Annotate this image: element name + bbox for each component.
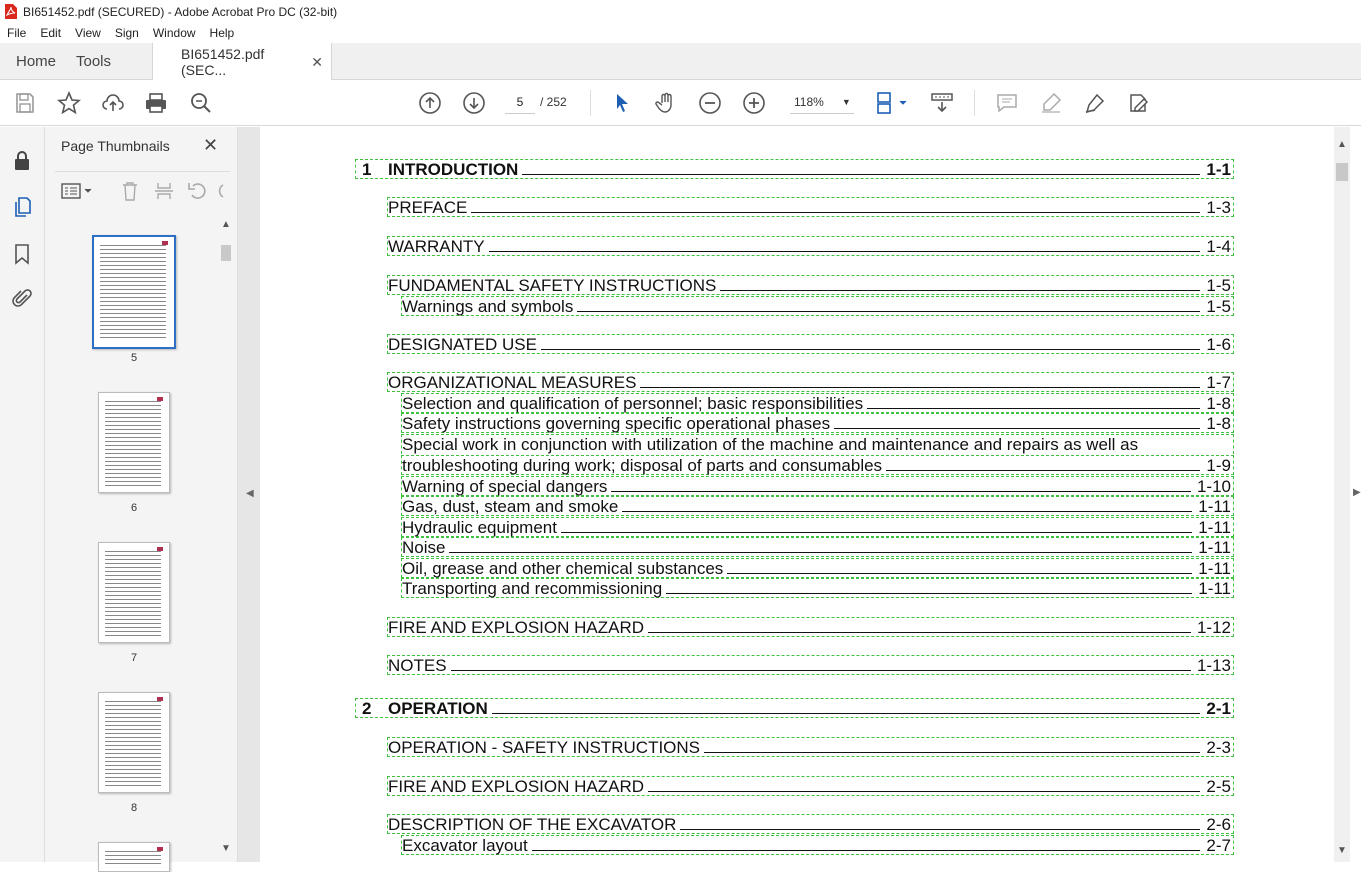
toc-title: Warning of special dangers: [402, 477, 608, 496]
zoom-level-value: 118%: [794, 94, 824, 109]
toc-entry[interactable]: [401, 434, 1234, 454]
chapter-number: 1: [362, 160, 372, 179]
toc-page: 1-1: [1206, 160, 1231, 179]
delete-page-icon[interactable]: [119, 180, 141, 202]
leader-line: [648, 777, 1200, 792]
scrollbar-thumb[interactable]: [1336, 163, 1348, 181]
toc-entry[interactable]: [401, 296, 1234, 316]
menu-file[interactable]: File: [7, 26, 27, 40]
page-thumbnails-icon[interactable]: [10, 195, 34, 219]
thumbnail-page[interactable]: [98, 392, 170, 493]
thumbnail-label: 7: [130, 652, 138, 664]
toc-title: Gas, dust, steam and smoke: [402, 497, 619, 516]
attachments-icon[interactable]: [10, 287, 34, 311]
toc-title: Special work in conjunction with utilization of the machine and maintenance and repairs as well as: [402, 435, 1139, 454]
window-title: BI651452.pdf (SECURED) - Adobe Acrobat Pro DC (32-bit): [23, 4, 338, 19]
toc-entry[interactable]: [401, 558, 1234, 578]
leader-line: [666, 579, 1192, 594]
leader-line: [704, 738, 1200, 753]
bookmarks-icon[interactable]: [10, 242, 34, 266]
collapse-panel-icon[interactable]: ◀: [246, 488, 254, 499]
leader-line: [834, 414, 1200, 429]
tab-home[interactable]: Home: [16, 53, 57, 70]
toc-title: ORGANIZATIONAL MEASURES: [388, 373, 637, 392]
toc-title: FIRE AND EXPLOSION HAZARD: [388, 777, 644, 796]
toc-title: FIRE AND EXPLOSION HAZARD: [388, 618, 644, 637]
scroll-up-icon[interactable]: ▲: [221, 219, 231, 230]
toolbar-divider: [590, 90, 591, 116]
document-scrollbar[interactable]: [1334, 127, 1350, 862]
toc-page: 1-7: [1206, 373, 1231, 392]
page-number-input[interactable]: 5: [505, 90, 535, 114]
toc-entry[interactable]: [387, 655, 1234, 675]
panel-toolbar: [55, 171, 230, 207]
bookmark-star-icon[interactable]: [56, 90, 82, 116]
toc-entry[interactable]: [387, 334, 1234, 354]
toc-entry[interactable]: [401, 517, 1234, 537]
leader-line: [680, 815, 1200, 830]
scroll-down-icon[interactable]: ▼: [1337, 845, 1347, 856]
toc-entry[interactable]: [387, 236, 1234, 256]
toc-page: 2-7: [1206, 836, 1231, 855]
title-bar: [0, 0, 1361, 23]
rotate-page-icon[interactable]: [187, 180, 209, 202]
scroll-down-icon[interactable]: ▼: [221, 843, 231, 854]
toc-title: INTRODUCTION: [388, 160, 519, 179]
toc-page: 1-9: [1206, 456, 1231, 475]
select-cursor-icon[interactable]: [609, 90, 635, 116]
close-tab-icon[interactable]: ✕: [311, 53, 323, 70]
leader-line: [449, 538, 1192, 553]
toc-page: 2-1: [1206, 699, 1231, 718]
thumbnail-page[interactable]: [92, 235, 176, 349]
zoom-in-icon[interactable]: [741, 90, 767, 116]
thumbnail-page[interactable]: [98, 842, 170, 872]
leader-line: [622, 497, 1192, 512]
toc-page: 1-4: [1206, 237, 1231, 256]
toc-title: Excavator layout: [402, 836, 528, 855]
toc-title: WARRANTY: [388, 237, 485, 256]
close-panel-icon[interactable]: ✕: [203, 135, 219, 155]
thumbnail-label: 5: [130, 352, 138, 364]
tab-document-label: BI651452.pdf (SEC...: [181, 46, 265, 78]
scroll-up-icon[interactable]: ▲: [1337, 139, 1347, 150]
toc-page: 1-13: [1196, 656, 1231, 675]
leader-line: [886, 456, 1200, 471]
leader-line: [720, 276, 1200, 291]
leader-line: [640, 373, 1200, 388]
toc-page: 1-11: [1198, 538, 1231, 557]
toc-entry[interactable]: [387, 814, 1234, 834]
toc-title: OPERATION - SAFETY INSTRUCTIONS: [388, 738, 701, 757]
toc-page: 2-5: [1206, 777, 1231, 796]
toc-title: Noise: [402, 538, 446, 557]
toc-page: 1-11: [1198, 559, 1231, 578]
toc-title: DESCRIPTION OF THE EXCAVATOR: [388, 815, 677, 834]
toc-entry[interactable]: [401, 537, 1234, 557]
leader-line: [492, 699, 1201, 714]
leader-line: [577, 297, 1200, 312]
toc-page: 1-5: [1206, 276, 1231, 295]
leader-line: [648, 618, 1191, 633]
zoom-level-select[interactable]: [790, 90, 854, 114]
toc-entry[interactable]: [387, 372, 1234, 392]
menu-help[interactable]: Help: [209, 26, 235, 40]
toc-title: DESIGNATED USE: [388, 335, 537, 354]
toc-page: 1-8: [1206, 394, 1231, 413]
page-total: / 252: [540, 95, 567, 109]
toc-entry[interactable]: [401, 413, 1234, 433]
toc-title: OPERATION: [388, 699, 488, 718]
menu-edit[interactable]: Edit: [40, 26, 62, 40]
toolbar-divider: [974, 90, 975, 116]
toc-entry[interactable]: [401, 835, 1234, 855]
more-options-icon[interactable]: [215, 180, 227, 202]
thumbnail-label: 8: [130, 802, 138, 814]
highlight-icon[interactable]: [1038, 90, 1064, 116]
toc-title: Selection and qualification of personnel; basic responsibilities: [402, 394, 864, 413]
toc-title: PREFACE: [388, 198, 468, 217]
toc-page: 2-6: [1206, 815, 1231, 834]
toc-entry[interactable]: [387, 197, 1234, 217]
leader-line: [471, 198, 1200, 213]
scroll-mode-icon[interactable]: [929, 90, 955, 116]
menu-view[interactable]: View: [75, 26, 101, 40]
leader-line: [727, 559, 1192, 574]
leader-line: [867, 394, 1200, 409]
toc-page: 1-5: [1206, 297, 1231, 316]
thumbnails-scrollbar[interactable]: [219, 221, 233, 861]
leader-line: [522, 160, 1200, 175]
upload-share-icon[interactable]: [100, 90, 126, 116]
fill-sign-icon[interactable]: [1126, 90, 1152, 116]
acrobat-logo-icon: [4, 4, 17, 19]
toc-page: 1-8: [1206, 414, 1231, 433]
toc-title: troubleshooting during work; disposal of parts and consumables: [402, 456, 883, 475]
leader-line: [541, 335, 1200, 350]
toc-page: 1-3: [1206, 198, 1231, 217]
toc-entry[interactable]: [401, 578, 1234, 598]
thumbnails-panel: [45, 127, 238, 862]
draw-pen-icon[interactable]: [1082, 90, 1108, 116]
toc-title: FUNDAMENTAL SAFETY INSTRUCTIONS: [388, 276, 717, 295]
print-icon[interactable]: [143, 90, 169, 116]
leader-line: [561, 518, 1192, 533]
toc-entry[interactable]: [355, 159, 1234, 179]
save-icon[interactable]: [12, 90, 38, 116]
chevron-down-icon: ▼: [841, 96, 851, 107]
extract-page-icon[interactable]: [153, 180, 175, 202]
chapter-number: 2: [362, 699, 372, 718]
leader-line: [489, 237, 1201, 252]
left-rail: [0, 127, 45, 862]
toc-title: Transporting and recommissioning: [402, 579, 663, 598]
leader-line: [451, 656, 1191, 671]
menu-window[interactable]: Window: [152, 26, 196, 40]
leader-line: [611, 477, 1191, 492]
toc-entry[interactable]: [355, 698, 1234, 718]
toc-title: Warnings and symbols: [402, 297, 574, 316]
toc-page: 1-11: [1198, 518, 1231, 537]
toc-page: 2-3: [1206, 738, 1231, 757]
toc-entry[interactable]: [401, 496, 1234, 516]
lock-icon[interactable]: [10, 149, 34, 173]
toc-title: NOTES: [388, 656, 447, 675]
right-panel-edge: [1350, 127, 1361, 862]
toc-entry[interactable]: [401, 476, 1234, 496]
toc-entry[interactable]: [401, 455, 1234, 475]
toc-entry[interactable]: [387, 776, 1234, 796]
previous-page-icon[interactable]: [417, 90, 443, 116]
menu-bar: [0, 23, 1361, 43]
comment-icon[interactable]: [994, 90, 1020, 116]
toc-entry[interactable]: [387, 617, 1234, 637]
toc-page: 1-10: [1196, 477, 1231, 496]
toc-entry[interactable]: [387, 275, 1234, 295]
page-display-icon[interactable]: [872, 90, 912, 116]
toc-title: Safety instructions governing specific operational phases: [402, 414, 831, 433]
thumbnail-page[interactable]: [98, 692, 170, 793]
toc-entry[interactable]: [401, 393, 1234, 413]
toc-page: 1-6: [1206, 335, 1231, 354]
hand-tool-icon[interactable]: [653, 90, 679, 116]
thumbnail-label: 6: [130, 502, 138, 514]
tab-bar: [0, 43, 1361, 80]
next-page-icon[interactable]: [461, 90, 487, 116]
expand-right-panel-icon[interactable]: ▶: [1353, 487, 1361, 498]
leader-line: [532, 836, 1201, 851]
thumbnail-options-icon[interactable]: [61, 180, 95, 202]
tab-tools[interactable]: Tools: [76, 53, 112, 70]
toc-entry[interactable]: [387, 737, 1234, 757]
zoom-search-icon[interactable]: [188, 90, 214, 116]
toc-title: Oil, grease and other chemical substances: [402, 559, 724, 578]
thumbnail-page[interactable]: [98, 542, 170, 643]
toc-page: 1-11: [1198, 497, 1231, 516]
scrollbar-thumb[interactable]: [221, 245, 231, 261]
panel-title: Page Thumbnails: [61, 138, 170, 154]
menu-sign[interactable]: Sign: [114, 26, 139, 40]
toc-page: 1-12: [1196, 618, 1231, 637]
tab-document[interactable]: [152, 43, 332, 81]
toc-title: Hydraulic equipment: [402, 518, 557, 537]
zoom-out-icon[interactable]: [697, 90, 723, 116]
toc-page: 1-11: [1198, 579, 1231, 598]
